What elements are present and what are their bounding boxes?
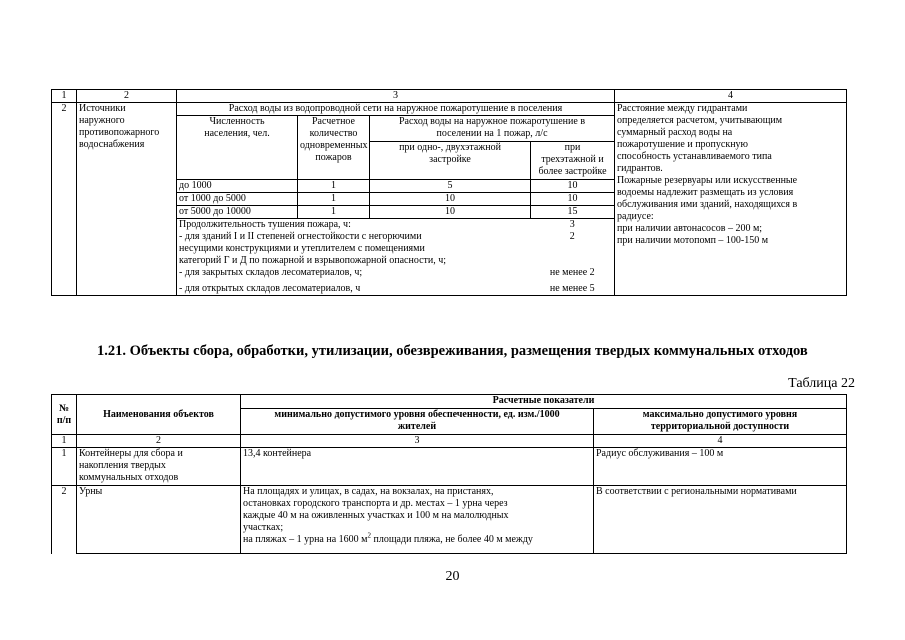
duration-values [531,219,615,296]
source-line: Источники [79,103,126,114]
fires-header-line: одновременных [300,140,368,151]
section-heading: 1.21. Объекты сбора, обработки, утилизации, обезвреживания, размещения твердых коммунальных отходов [97,343,808,359]
note-line: способность устанавливаемого типа [617,151,772,162]
population-cell: от 5000 до 10000 [177,206,298,219]
min-level-cell [241,486,594,554]
note-line: водоемы надлежит размещать из условия [617,187,794,198]
flow-per-fire-header [370,116,615,142]
note-line: радиусе: [617,211,654,222]
object-name [77,448,241,486]
duration-line: - для открытых складов лесоматериалов, ч [179,283,361,294]
water-flow-group-title: Расход воды из водопроводной сети на наружное пожаротушение в поселения [177,103,615,116]
low-rise-header-line: при одно-, двухэтажной [399,142,501,153]
header-num-4: 4 [615,90,847,103]
duration-value: 3 [569,219,575,230]
high-rise-header-line: трехэтажной и [541,154,604,165]
min-level-cell [241,448,594,486]
high-rise-header-line: при [564,142,581,153]
min-level-line [243,531,591,546]
duration-line: - для зданий I и II степеней огнестойкости с негорючими [179,231,422,242]
table-row [52,486,847,554]
source-line: наружного [79,115,125,126]
duration-value: не менее 2 [549,267,595,278]
object-name-line: коммунальных отходов [79,472,179,483]
note-line: при наличии автонасосов – 200 м; [617,223,763,234]
note-line: обслуживания ими зданий, находящихся в [617,199,798,210]
source-line: водоснабжения [79,139,145,150]
duration-line: категорий Г и Д по пожарной и взрывопожарной опасности, ч; [179,255,447,266]
fires-cell: 1 [298,180,370,193]
fire-water-table [51,89,847,296]
high-rise-cell: 10 [531,180,615,193]
min-level-line: 13,4 контейнера [243,448,312,459]
object-name [77,486,241,554]
duration-text [177,219,531,296]
note-line: пожаротушение и пропускную [617,139,749,150]
note-line: при наличии мотопомп – 100-150 м [617,235,769,246]
fires-cell: 1 [298,206,370,219]
max-level-header [594,409,847,435]
flow-header-line: поселении на 1 пожар, л/с [436,128,548,139]
table-caption: Таблица 22 [788,376,855,391]
num-header [52,395,77,435]
object-name-line: Контейнеры для сбора и [79,448,183,459]
duration-line: несущими конструкциями и утеплителем с помещениями [179,243,425,254]
population-header [177,116,298,180]
page-number: 20 [445,569,460,584]
header-num-1: 1 [52,435,77,448]
max-level-cell [594,448,847,486]
min-level-line: На площадях и улицах, в садах, на вокзалах, на пристанях, [243,486,494,497]
note-line: Пожарные резервуары или искусственные [617,175,798,186]
min-level-header-line: минимально допустимого уровня обеспеченности, ед. изм./1000 [274,409,560,420]
min-level-line: участках; [243,522,284,533]
flow-header-line: Расход воды на наружное пожаротушение в [398,116,586,127]
header-num-3: 3 [177,90,615,103]
source-line: противопожарного [79,127,160,138]
table-row [52,448,847,486]
population-cell: до 1000 [177,180,298,193]
fires-header-line: пожаров [315,152,352,163]
source-name [77,103,177,296]
fires-cell: 1 [298,193,370,206]
min-level-text: площади пляжа, не более 40 м между [371,534,533,545]
fires-header-line: количество [309,128,358,139]
note-line: гидрантов. [617,163,663,174]
note-line: суммарный расход воды на [617,127,733,138]
high-rise-cell: 10 [531,193,615,206]
row-number: 2 [52,103,77,296]
min-level-header-line: жителей [397,421,437,432]
object-name-line: Урны [79,486,103,497]
object-name-line: накопления твердых [79,460,166,471]
population-header-line: населения, чел. [204,128,270,139]
fires-header [298,116,370,180]
low-rise-header-line: застройке [429,154,471,165]
max-level-cell [594,486,847,554]
duration-line: Продолжительность тушения пожара, ч: [179,219,351,230]
population-cell: от 1000 до 5000 [177,193,298,206]
indicators-group-header: Расчетные показатели [241,395,847,409]
min-level-line: остановках городского транспорта и др. местах – 1 урна через [243,498,508,509]
row-num: 2 [52,486,77,554]
waste-objects-table [51,394,847,554]
hydrant-notes [615,103,847,296]
min-level-header [241,409,594,435]
min-level-line: каждые 40 м на оживленных участках и 100 м на малолюдных [243,510,509,521]
population-header-line: Численность [209,116,265,127]
num-header-line: № [58,402,70,414]
max-level-line: В соответствии с региональными нормативами [596,486,797,497]
low-rise-cell: 10 [370,206,531,219]
note-line: Расстояние между гидрантами [617,103,748,114]
row-num: 1 [52,448,77,486]
high-rise-header [531,142,615,180]
min-level-text: на пляжах – 1 урна на 1600 м [243,534,368,545]
low-rise-cell: 5 [370,180,531,193]
superscript: 2 [367,531,371,540]
note-line: определяется расчетом, учитывающим [617,115,783,126]
duration-line: - для закрытых складов лесоматериалов, ч; [179,267,363,278]
header-num-1: 1 [52,90,77,103]
header-num-2: 2 [77,435,241,448]
num-header-line: п/п [56,414,72,426]
duration-value: не менее 5 [549,283,595,294]
max-level-header-line: территориальной доступности [650,421,790,432]
name-header: Наименования объектов [77,395,241,435]
high-rise-cell: 15 [531,206,615,219]
header-num-4: 4 [594,435,847,448]
low-rise-cell: 10 [370,193,531,206]
fires-header-line: Расчетное [312,116,355,127]
header-num-3: 3 [241,435,594,448]
max-level-header-line: максимально допустимого уровня [642,409,798,420]
low-rise-header [370,142,531,180]
max-level-line: Радиус обслуживания – 100 м [596,448,724,459]
header-num-2: 2 [77,90,177,103]
high-rise-header-line: более застройке [538,166,607,177]
duration-value: 2 [569,231,575,242]
